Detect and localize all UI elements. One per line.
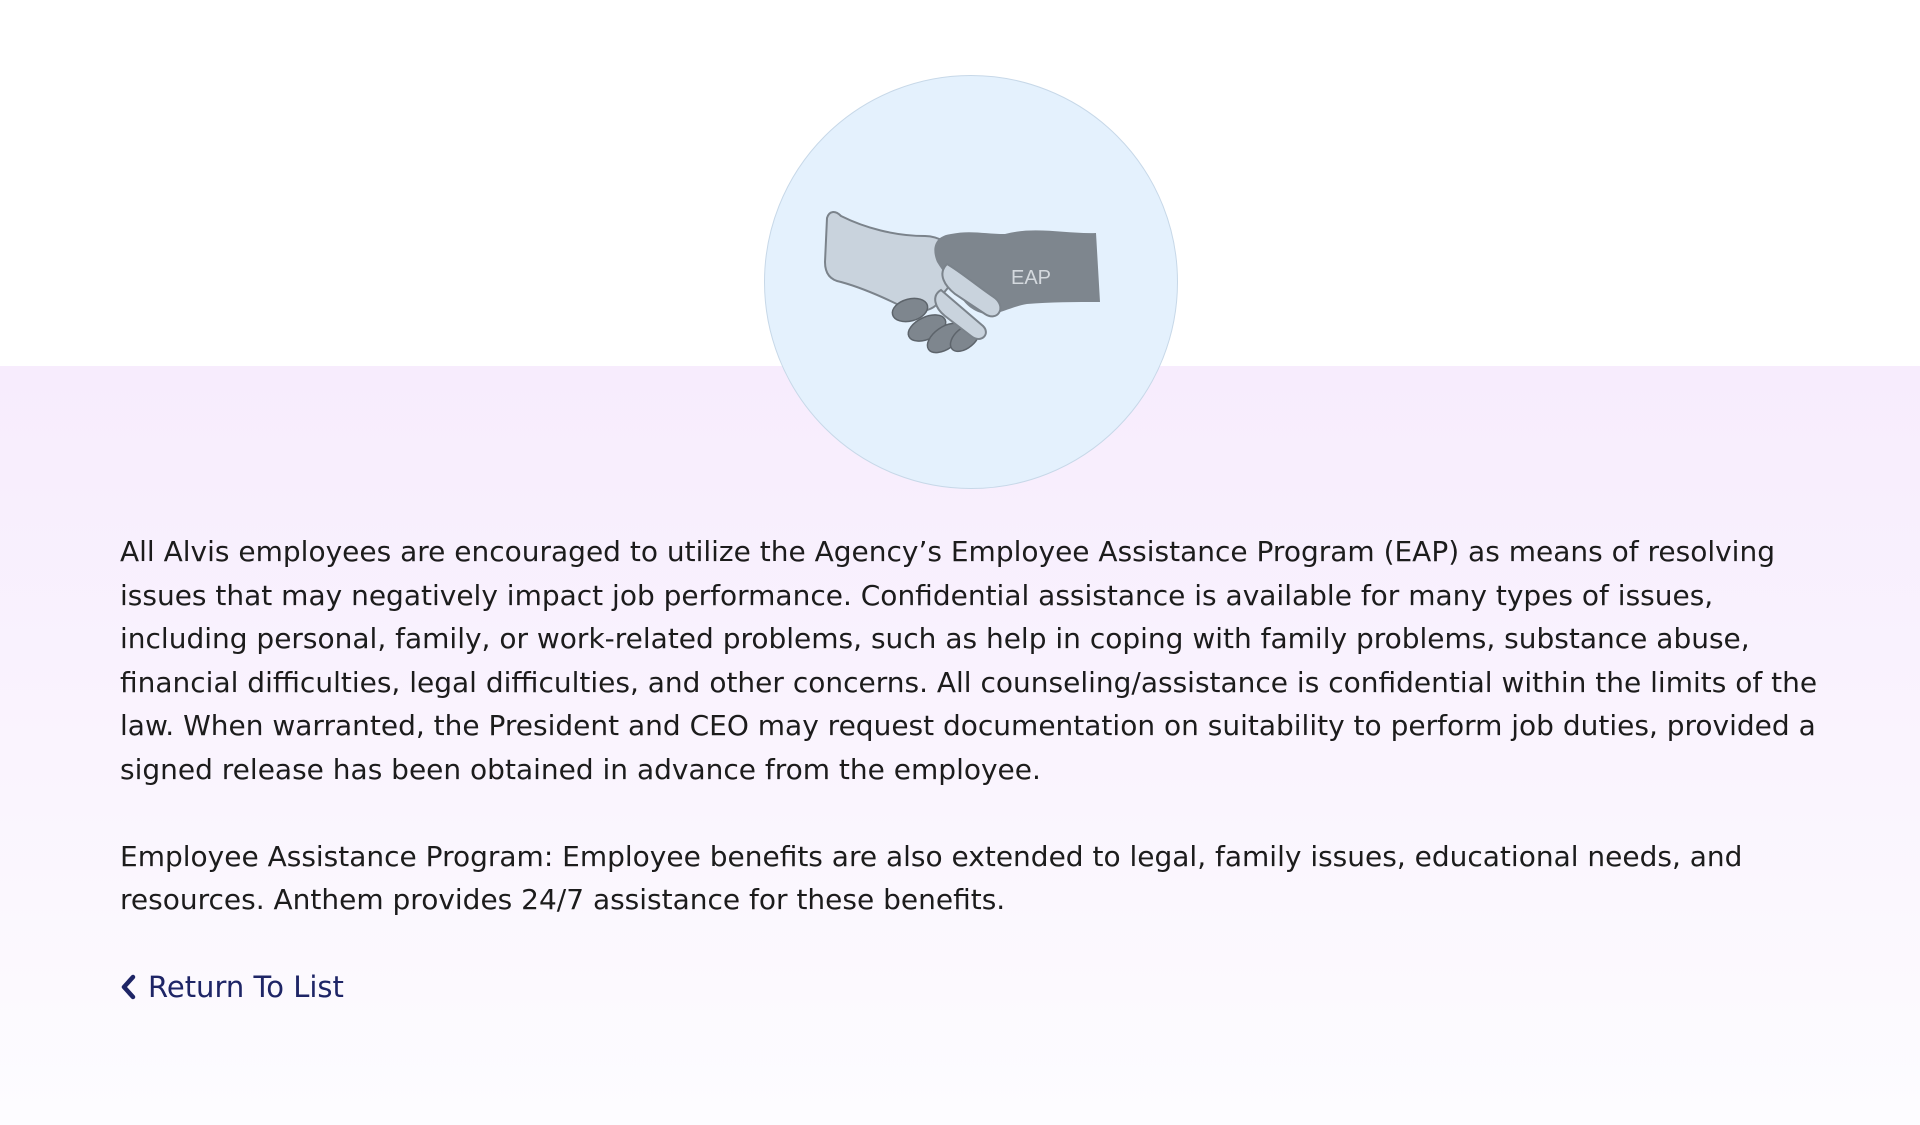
eap-logo-text: EAP xyxy=(1011,267,1052,289)
eap-badge xyxy=(764,75,1178,489)
article-body xyxy=(120,530,1820,965)
return-to-list-link[interactable] xyxy=(120,970,344,1004)
intro-paragraph: All Alvis employees are encouraged to utilize the Agency’s Employee Assistance Program (EAP) as means of resolving issues that may negatively impact job performance. Confidential assistance is available for many types of issues, including personal, family, or work-related problems, such as help in coping with family problems, substance abuse, financial difficulties, legal difficulties, and other concerns. All counseling/assistance is confidential within the limits of the law. When warranted, the President and CEO may request documentation on suitability to perform job duties, provided a signed release has been obtained in advance from the employee. xyxy=(120,535,1818,786)
chevron-left-icon xyxy=(120,974,136,1000)
handshake-icon xyxy=(765,76,1179,490)
benefits-paragraph: Employee Assistance Program: Employee benefits are also extended to legal, family issues, educational needs, and resources. Anthem provides 24/7 assistance for these benefits. xyxy=(120,839,1743,917)
return-link-label: Return To List xyxy=(148,970,344,1004)
